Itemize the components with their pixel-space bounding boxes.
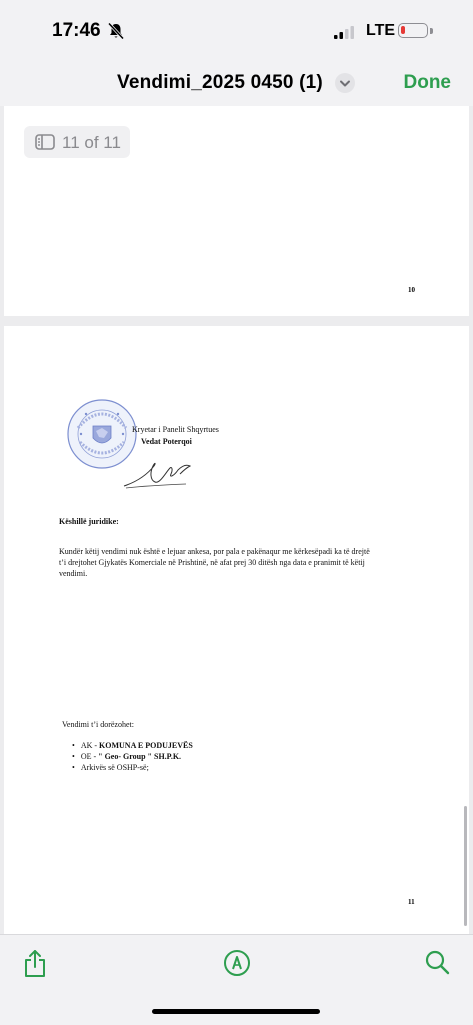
share-icon[interactable] bbox=[22, 949, 48, 984]
legal-advice-line: Kundër këtij vendimi nuk është e lejuar ankesa, por pala e pakënaqur me kërkesëpadi ka të drejtë bbox=[59, 547, 370, 556]
battery-icon bbox=[398, 23, 428, 38]
bell-muted-icon bbox=[108, 22, 124, 45]
done-button[interactable]: Done bbox=[403, 72, 451, 93]
status-time: 17:46 bbox=[52, 20, 101, 41]
navigation-bar bbox=[0, 60, 473, 106]
home-indicator[interactable] bbox=[152, 1009, 320, 1014]
scrollbar-thumb[interactable] bbox=[464, 806, 467, 926]
legal-advice-paragraph bbox=[59, 546, 419, 579]
document-title[interactable]: Vendimi_2025 0450 (1) bbox=[117, 72, 323, 93]
markup-pen-icon[interactable] bbox=[223, 949, 251, 982]
page-number: 10 bbox=[408, 286, 415, 294]
signature-name: Vedat Poterqoi bbox=[141, 437, 192, 446]
sidebar-thumbnails-icon bbox=[35, 134, 55, 150]
delivery-heading: Vendimi t’i dorëzohet: bbox=[62, 720, 134, 729]
page-number: 11 bbox=[408, 898, 415, 906]
cellular-signal-icon bbox=[334, 26, 356, 44]
status-bar bbox=[0, 0, 473, 60]
list-item: • AK - KOMUNA E PODUJEVËS bbox=[72, 741, 193, 750]
chevron-down-icon[interactable] bbox=[335, 73, 355, 98]
delivery-list bbox=[72, 740, 193, 773]
legal-advice-line: t’i drejtohet Gjykatës Komerciale në Prishtinë, në afat prej 30 ditësh nga data e pranimit të këtij bbox=[59, 558, 365, 567]
list-item: • OE - " Geo- Group " SH.P.K. bbox=[72, 752, 182, 761]
list-item: • Arkivës së OSHP-së; bbox=[72, 763, 149, 772]
handwritten-signature bbox=[122, 458, 194, 495]
network-label: LTE bbox=[366, 22, 396, 39]
legal-advice-line: vendimi. bbox=[59, 569, 88, 578]
page-indicator[interactable] bbox=[24, 126, 130, 158]
legal-advice-heading: Këshillë juridike: bbox=[59, 517, 119, 526]
page-indicator-label: 11 of 11 bbox=[62, 133, 121, 152]
battery-level bbox=[401, 26, 405, 34]
search-icon[interactable] bbox=[424, 949, 450, 980]
battery-cap bbox=[430, 28, 433, 34]
signature-role: Kryetar i Panelit Shqyrtues bbox=[132, 425, 219, 434]
